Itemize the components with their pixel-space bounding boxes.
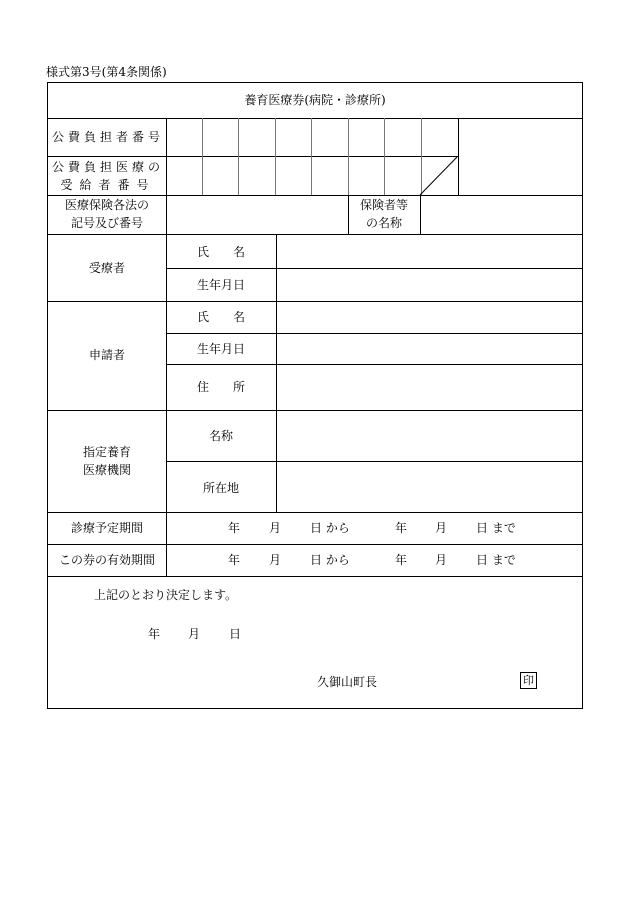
treatment-start-day: 日 から: [310, 521, 350, 535]
validity-period-field[interactable]: [167, 545, 581, 576]
validity-start-month: 月: [269, 553, 282, 567]
insurer-name-field[interactable]: [421, 196, 581, 234]
institution-name-label: 名称: [208, 429, 234, 443]
treatment-end-month: 月: [435, 521, 448, 535]
decision-day: 日: [229, 627, 242, 641]
applicant-group-label: 申請者: [88, 348, 126, 362]
insurance-symbol-field[interactable]: [167, 196, 347, 234]
insurer-label-line2: の名称: [365, 216, 403, 230]
diagonal-slash: [419, 156, 459, 196]
institution-location-field[interactable]: [277, 462, 581, 512]
insurance-symbol-label-line1: 医療保険各法の: [64, 198, 150, 212]
seal-stamp: 印: [520, 672, 537, 689]
decision-statement: 上記のとおり決定します。: [94, 588, 238, 602]
insurance-symbol-label-line2: 記号及び番号: [70, 216, 144, 230]
treatment-end-year: 年: [395, 521, 408, 535]
treatment-period-label: 診療予定期間: [70, 521, 144, 535]
divider: [48, 576, 582, 577]
institution-name-field[interactable]: [277, 411, 581, 461]
patient-name-field[interactable]: [277, 235, 581, 268]
treatment-period-field[interactable]: [167, 513, 581, 544]
treatment-end-day: 日 まで: [476, 521, 516, 535]
recipient-number-label-line1: 公費負担医療の: [51, 160, 165, 174]
recipient-number-field[interactable]: [167, 157, 419, 195]
treatment-start-month: 月: [269, 521, 282, 535]
public-payer-number-label: 公費負担者番号: [51, 130, 165, 144]
treatment-start-year: 年: [228, 521, 241, 535]
validity-end-year: 年: [395, 553, 408, 567]
form-number-label: 様式第3号(第4条関係): [46, 65, 167, 79]
validity-end-month: 月: [435, 553, 448, 567]
patient-group-label: 受療者: [88, 261, 126, 275]
applicant-dob-field[interactable]: [277, 334, 581, 364]
applicant-address-label: 住 所: [196, 380, 246, 394]
institution-group-label-line1: 指定養育: [82, 445, 132, 459]
form-title: 養育医療券(病院・診療所): [244, 93, 386, 107]
applicant-dob-label: 生年月日: [196, 342, 246, 356]
applicant-name-label: 氏 名: [196, 310, 246, 324]
insurer-label-line1: 保険者等: [359, 198, 409, 212]
decision-month: 月: [188, 627, 201, 641]
decision-year: 年: [148, 627, 161, 641]
divider: [348, 195, 349, 234]
validity-period-label: この券の有効期間: [58, 553, 156, 567]
issuer-name: 久御山町長: [317, 675, 378, 689]
applicant-name-field[interactable]: [277, 302, 581, 333]
patient-name-label: 氏 名: [196, 245, 246, 259]
patient-dob-label: 生年月日: [196, 278, 246, 292]
validity-end-day: 日 まで: [476, 553, 516, 567]
validity-start-day: 日 から: [310, 553, 350, 567]
institution-group-label-line2: 医療機関: [82, 463, 132, 477]
recipient-number-label-line2: 受給者番号: [60, 178, 156, 192]
institution-location-label: 所在地: [202, 481, 240, 495]
applicant-address-field[interactable]: [277, 365, 581, 410]
medical-voucher-form: [47, 82, 583, 709]
validity-start-year: 年: [228, 553, 241, 567]
public-payer-number-field[interactable]: [167, 119, 457, 156]
patient-dob-field[interactable]: [277, 269, 581, 301]
